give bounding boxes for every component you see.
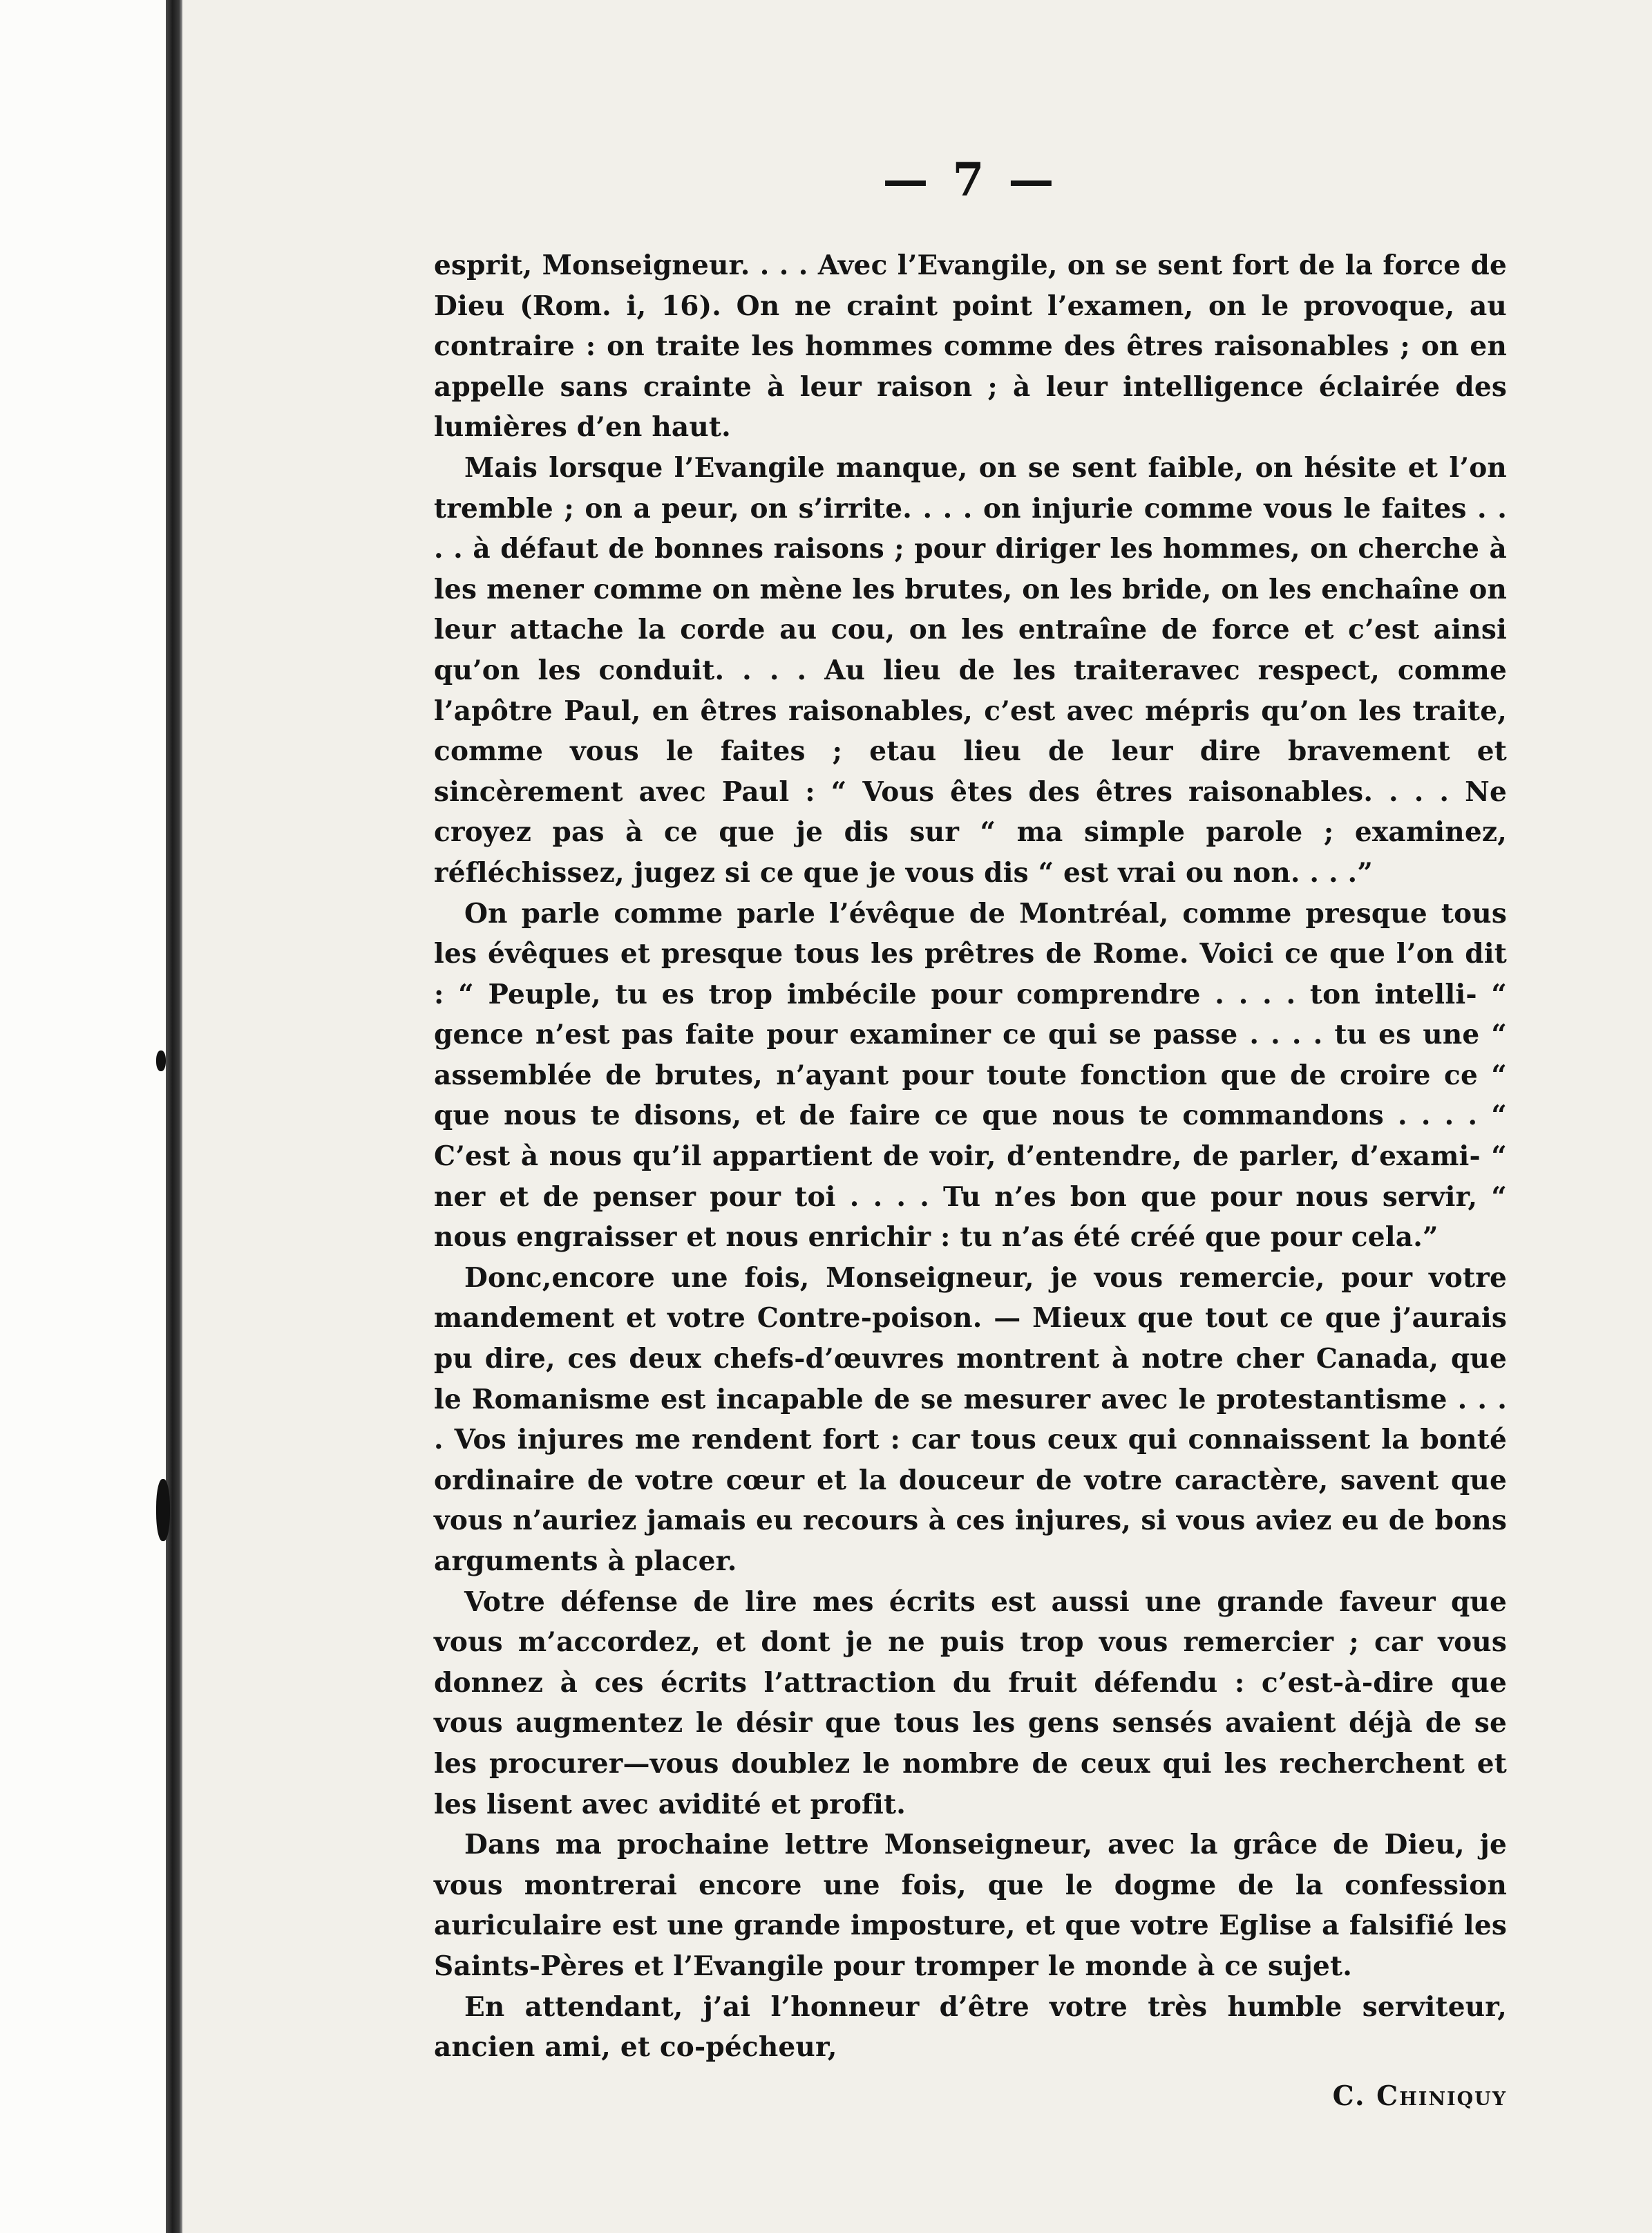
paragraph: esprit, Monseigneur. . . . Avec l’Evangile, on se sent fort de la force de Dieu (Rom. i, 16). On ne craint point l’examen, on le provoque, au contraire : on traite les hommes comme des êtres raisonables ; on en appelle sans crainte à leur raison ; à leur intelligence éclairée des lumières d’en haut. [434,249,1507,444]
paragraph: Dans ma prochaine lettre Monseigneur, avec la grâce de Dieu, je vous montrerai encore une fois, que le dogme de la confession auriculaire est une grande imposture, et que votre Eglise a falsifié les Saints-Pères et l’Evangile pour tromper le monde à ce sujet. [434,1829,1507,1982]
page-number: — 7 — [882,153,1058,207]
ink-mark [156,1050,166,1071]
paragraph: Donc,encore une fois, Monseigneur, je vous remercie, pour votre mandement et votre Contre-poison. — Mieux que tout ce que j’aurais pu dire, ces deux chefs-d’œuvres montrent à notre cher Canada, que le Romanisme est incapable de se mesurer avec le protestantisme . . . . Vos injures me rendent fort : car tous ceux qui connaissent la bonté ordinaire de votre cœur et la douceur de votre caractère, savent que vous n’auriez jamais eu recours à ces injures, si vous aviez eu de bons arguments à placer. [434,1261,1507,1577]
binding-edge [166,0,182,2233]
ink-mark [156,1479,170,1541]
page-margin [0,0,178,2233]
paragraph: On parle comme parle l’évêque de Montréal, comme presque tous les évêques et presque tous les prêtres de Rome. Voici ce que l’on dit : “ Peuple, tu es trop imbécile pour comprendre . . . . ton intelli- “ gence n’est pas faite pour examiner ce qui se passe . . . . tu es une “ assemblée de brutes, n’ayant pour toute fonction que de croire ce “ que nous te disons, et de faire ce que nous te commandons . . . . “ C’est à nous qu’il appartient de voir, d’entendre, de parler, d’exami- “ ner et de penser pour toi . . . . Tu n’es bon que pour nous servir, “ nous engraisser et nous enrichir : tu n’as été créé que pour cela.” [434,897,1507,1254]
paragraph: En attendant, j’ai l’honneur d’être votre très humble serviteur, ancien ami, et co-pécheur, [434,1990,1507,2064]
document-page [434,149,1507,2120]
signature: C. Chiniquy [1332,2080,1507,2112]
paragraph: Mais lorsque l’Evangile manque, on se sent faible, on hésite et l’on tremble ; on a peur, on s’irrite. . . . on injurie comme vous le faites . . . . à défaut de bonnes raisons ; pour diriger les hommes, on cherche à les mener comme on mène les brutes, on les bride, on les enchaîne on leur attache la corde au cou, on les entraîne de force et c’est ainsi qu’on les conduit. . . . Au lieu de les traiteravec respect, comme l’apôtre Paul, en êtres raisonables, c’est avec mépris qu’on les traite, comme vous le faites ; etau lieu de leur dire bravement et sincèrement avec Paul : “ Vous êtes des êtres raisonables. . . . Ne croyez pas à ce que je dis sur “ ma simple parole ; examinez, réfléchissez, jugez si ce que je vous dis “ est vrai ou non. . . .” [434,451,1507,889]
paragraph: Votre défense de lire mes écrits est aussi une grande faveur que vous m’accordez, et dont je ne puis trop vous remercier ; car vous donnez à ces écrits l’attraction du fruit défendu : c’est-à-dire que vous augmentez le désir que tous les gens sensés avaient déjà de se les procurer—vous doublez le nombre de ceux qui les recherchent et les lisent avec avidité et profit. [434,1585,1507,1820]
